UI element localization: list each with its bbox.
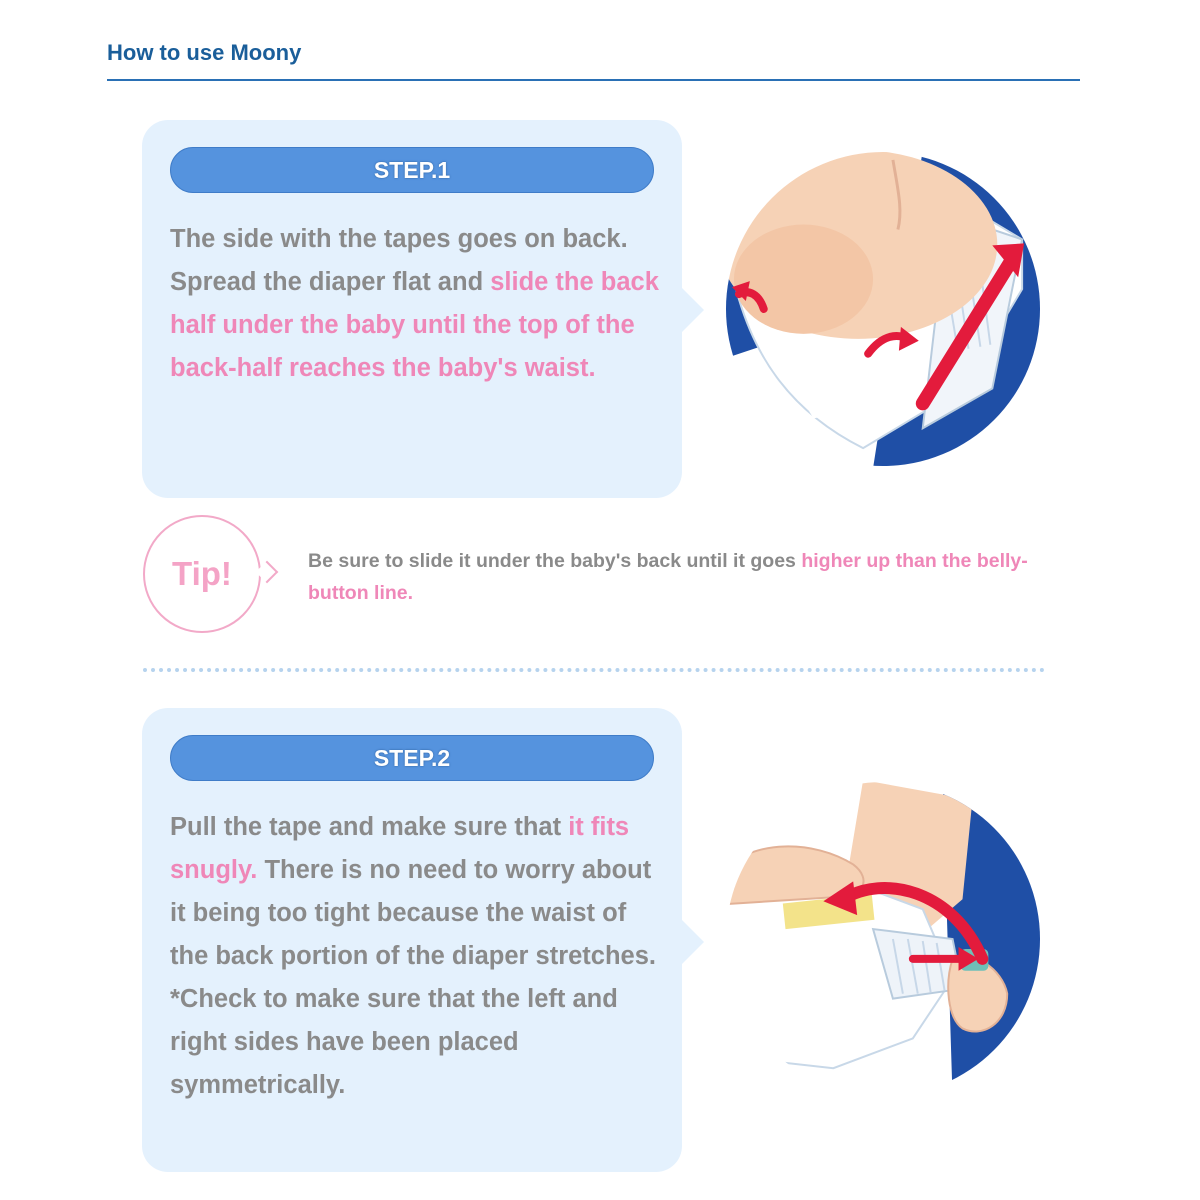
step-1-text (170, 218, 670, 390)
step-2-text-part-1: Pull the tape and make sure that (170, 813, 569, 841)
tip-text-main: Be sure to slide it under the baby's back until it goes (308, 550, 802, 572)
tip-badge: Tip! (143, 515, 261, 633)
tip-text-highlight: higher up than the belly-button line. (308, 550, 1028, 604)
card-pointer (682, 288, 704, 332)
step-1-card (142, 120, 682, 498)
title-divider (107, 79, 1080, 81)
step-2-label: STEP.2 (170, 735, 654, 781)
step-2-highlight: it fits snugly. (170, 813, 630, 884)
tip-text (308, 545, 1028, 609)
step-1-highlight: slide the back half under the baby until the top of the back-half reaches the baby's waist. (170, 268, 659, 382)
section-divider (143, 668, 1045, 672)
step-2-card (142, 708, 682, 1172)
step-1-label: STEP.1 (170, 147, 654, 193)
step-2-note: *Check to make sure that the left and right sides have been placed symmetrically. (170, 985, 618, 1099)
diaper-back-placement-illustration (724, 150, 1042, 468)
step-2-text (170, 806, 670, 1107)
tape-fastening-illustration (724, 780, 1042, 1098)
card-pointer (682, 920, 704, 964)
step-2-text-part-2: There is no need to worry about it being too tight because the waist of the back portion of the diaper stretches. (170, 856, 657, 970)
page-title: How to use Moony (107, 40, 302, 65)
step-1-text-line-1: The side with the tapes goes on back. (170, 225, 628, 253)
step-1-text-line-2: Spread the diaper flat and (170, 268, 491, 296)
